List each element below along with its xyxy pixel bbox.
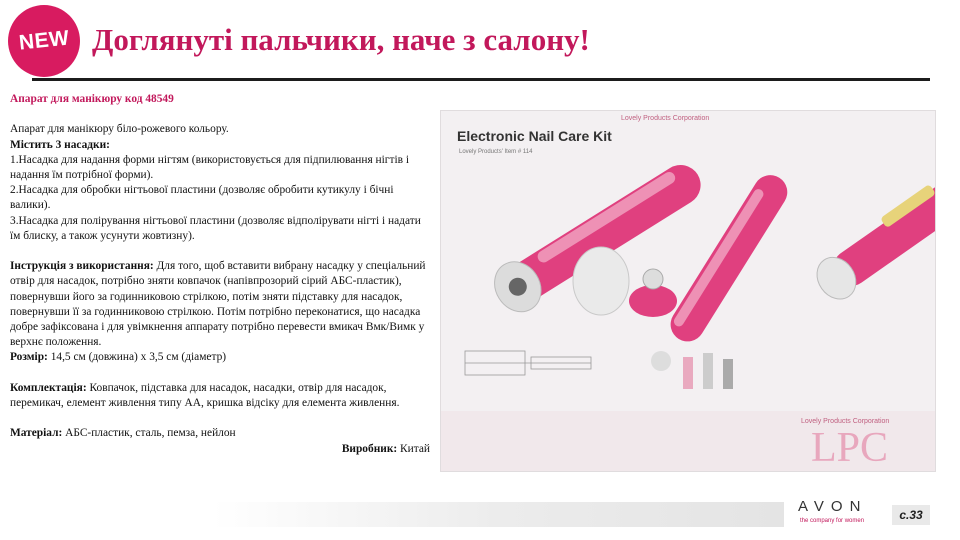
material-label: Матеріал: <box>10 427 63 440</box>
maker-label: Виробник: <box>341 442 398 455</box>
footer-bar <box>212 502 784 527</box>
photo-logo: LPC <box>811 425 889 471</box>
maker-text: Китай <box>397 442 430 455</box>
avon-tagline: the company for women <box>800 518 865 524</box>
attachment-item: 3.Насадка для полірування нігтьової пластини (дозволяє відполірувати нігті і надати їм блиску, а також усунути жовтизну). <box>10 214 421 242</box>
title-divider <box>32 78 930 81</box>
attachment-item: 1.Насадка для надання форми нігтям (використовується для підпилювання нігтів і надання їм потрібної форми). <box>10 153 409 181</box>
material-paragraph <box>10 426 430 441</box>
new-badge-label: NEW <box>17 26 71 55</box>
attachments-label: Містить 3 насадки: <box>10 138 110 151</box>
size-text: 14,5 см (довжина) х 3,5 см (діаметр) <box>47 351 227 364</box>
instructions-paragraph <box>10 259 430 350</box>
size-label: Розмір: <box>10 351 48 364</box>
new-badge <box>8 5 80 77</box>
attachment-stand <box>629 285 677 317</box>
kit-paragraph <box>10 381 430 411</box>
kit-text: Ковпачок, підставка для насадок, насадки, отвір для насадок, перемикач, елемент живлення типу АА, кришка відсіку для елемента живлення. <box>10 381 400 410</box>
product-intro: Апарат для манікюру біло-рожевого кольору. <box>10 123 229 136</box>
product-photo <box>440 110 936 472</box>
photo-bottom-brand: Lovely Products Corporation <box>801 418 890 425</box>
instructions-label: Інструкція з використання: <box>10 260 154 273</box>
product-heading: Апарат для манікюру код 48549 <box>10 93 174 105</box>
photo-subtitle: Lovely Products' Item # 114 <box>459 149 533 155</box>
avon-logo: AVON <box>798 498 868 515</box>
product-description <box>10 92 430 457</box>
photo-title: Electronic Nail Care Kit <box>457 128 612 144</box>
instructions-text: Для того, щоб вставити вибрану насадку у спеціальний отвір для насадок, потрібно зняти ковпачок (напівпрозорий сірий АБС-пластик), повернувши його за годинниковою стрілкою, потім зняти підставку для насадок, повернувши її за годинниковою стрілкою. Потім потрібно переконатися, що насадка добре зафіксована і для увімкнення аппарату потрібно перевести вмикач Вмк/Вимк у верхнє положення. <box>10 260 426 349</box>
photo-top-brand: Lovely Products Corporation <box>621 115 710 122</box>
maker-paragraph <box>10 442 430 457</box>
page-title: Доглянуті пальчики, наче з салону! <box>92 22 590 57</box>
page-number: с.33 <box>892 505 930 525</box>
device-cap <box>573 247 629 315</box>
attachment-item: 2.Насадка для обробки нігтьової пластини (дозволяє обробити кутикулу і бічні валики). <box>10 184 394 212</box>
kit-label: Комплектація: <box>10 381 87 394</box>
size-paragraph <box>10 350 430 365</box>
material-text: АБС-пластик, сталь, пемза, нейлон <box>62 427 236 440</box>
